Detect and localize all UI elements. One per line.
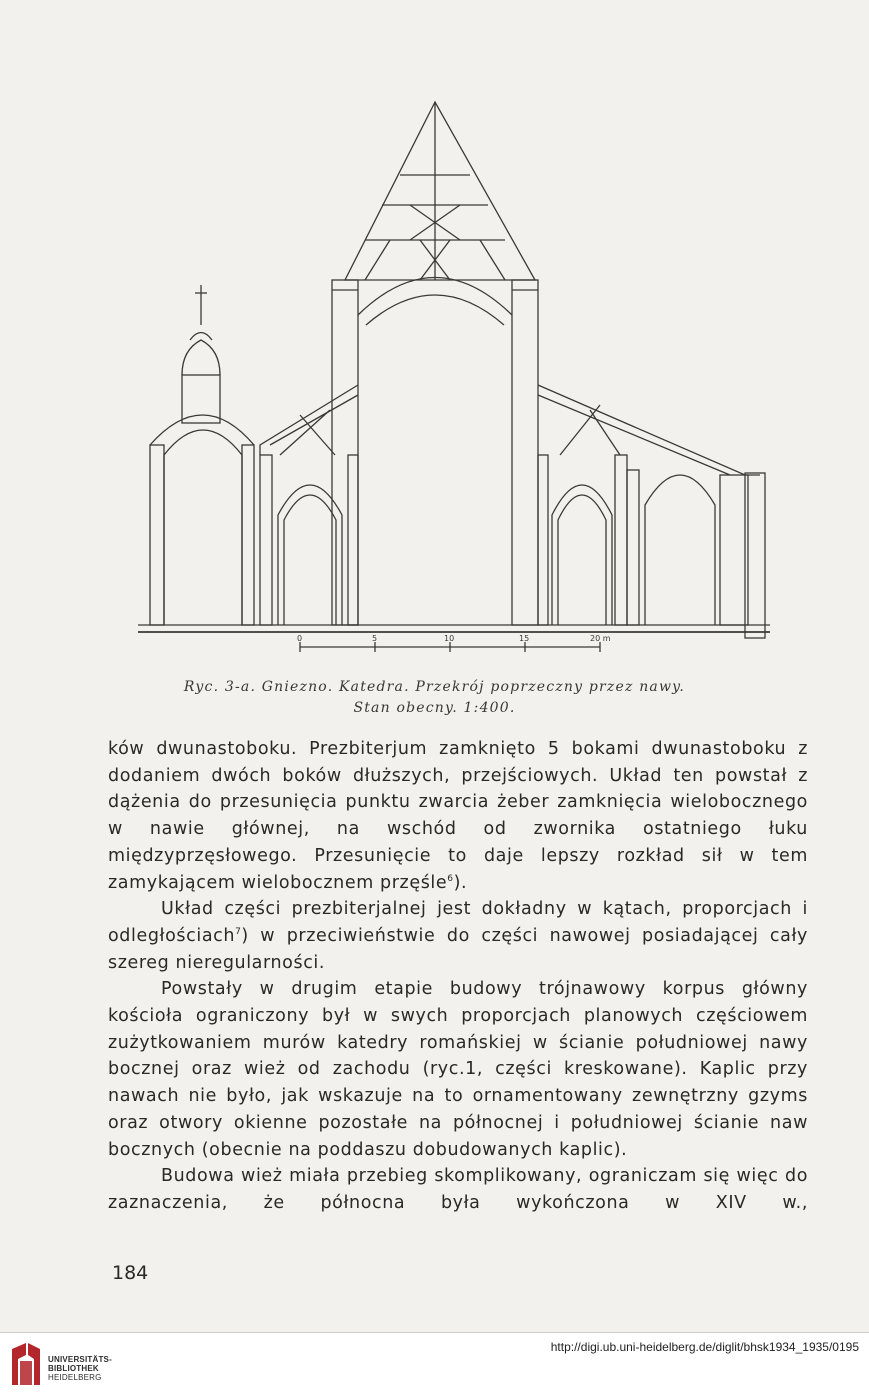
footnote-ref: 7: [235, 927, 242, 938]
paragraph-2: Układ części prezbiterjalnej jest dokładny w kątach, proporcjach i odległościach$^7$) w przeciwieństwie do części nawowej posiadającej cały szereg nieregularności.: [108, 899, 808, 973]
library-logo[interactable]: [8, 1341, 118, 1387]
body-text: [108, 736, 808, 1217]
logo-line-1: UNIVERSITÄTS-: [48, 1355, 112, 1364]
scale-label: 20 m: [590, 634, 611, 643]
scale-label: 10: [444, 634, 455, 643]
scale-label: 5: [372, 634, 378, 643]
figure-caption-line-2: Stan obecny. 1:400.: [353, 700, 516, 716]
library-logo-icon: [8, 1341, 44, 1387]
paragraph-3: Powstały w drugim etapie budowy trójnawowy korpus główny kościoła ograniczony był w swych proporcjach planowych częściowem zużytkowaniem murów katedry romańskiej w ścianie południowej nawy bocznej oraz wież od zachodu (ryc.1, części kreskowane). Kaplic przy nawach nie było, jak wskazuje na to ornamentowany zewnętrzny gzyms oraz otwory okienne pozostałe na północnej i południowej ścianie naw bocznych (obecnie na poddaszu dobudowanych kaplic).: [108, 979, 808, 1160]
paragraph-1: ków dwunastoboku. Prezbiterjum zamknięto 5 bokami dwunastoboku z dodaniem dwóch boków dłuższych, przejściowych. Układ ten powstał z dążenia do przesunięcia punktu zwarcia żeber zamknięcia wielobocznego w nawie głównej, na wschód od zwornika ostatniego łuku międzyprzęsłowego. Przesunięcie to daje lepszy rozkład sił w tem zamykającem wielobocznem przęśle$^6$).: [108, 739, 808, 893]
footnote-ref: 6: [447, 873, 454, 884]
page-number: 184: [112, 1262, 149, 1284]
scale-label: 15: [519, 634, 530, 643]
logo-line-2: BIBLIOTHEK: [48, 1364, 99, 1373]
paragraph-4: Budowa wież miała przebieg skomplikowany, ograniczam się więc do zaznaczenia, że północna była wykończona w XIV w.,: [108, 1166, 808, 1213]
scale-label: 0: [297, 634, 303, 643]
logo-line-3: HEIDELBERG: [48, 1373, 102, 1382]
source-url-link[interactable]: http://digi.ub.uni-heidelberg.de/diglit/bhsk1934_1935/0195: [550, 1340, 859, 1354]
figure-caption-line-1: Ryc. 3-a. Gniezno. Katedra. Przekrój poprzeczny przez nawy.: [183, 679, 686, 695]
cathedral-cross-section-drawing: [120, 75, 780, 665]
